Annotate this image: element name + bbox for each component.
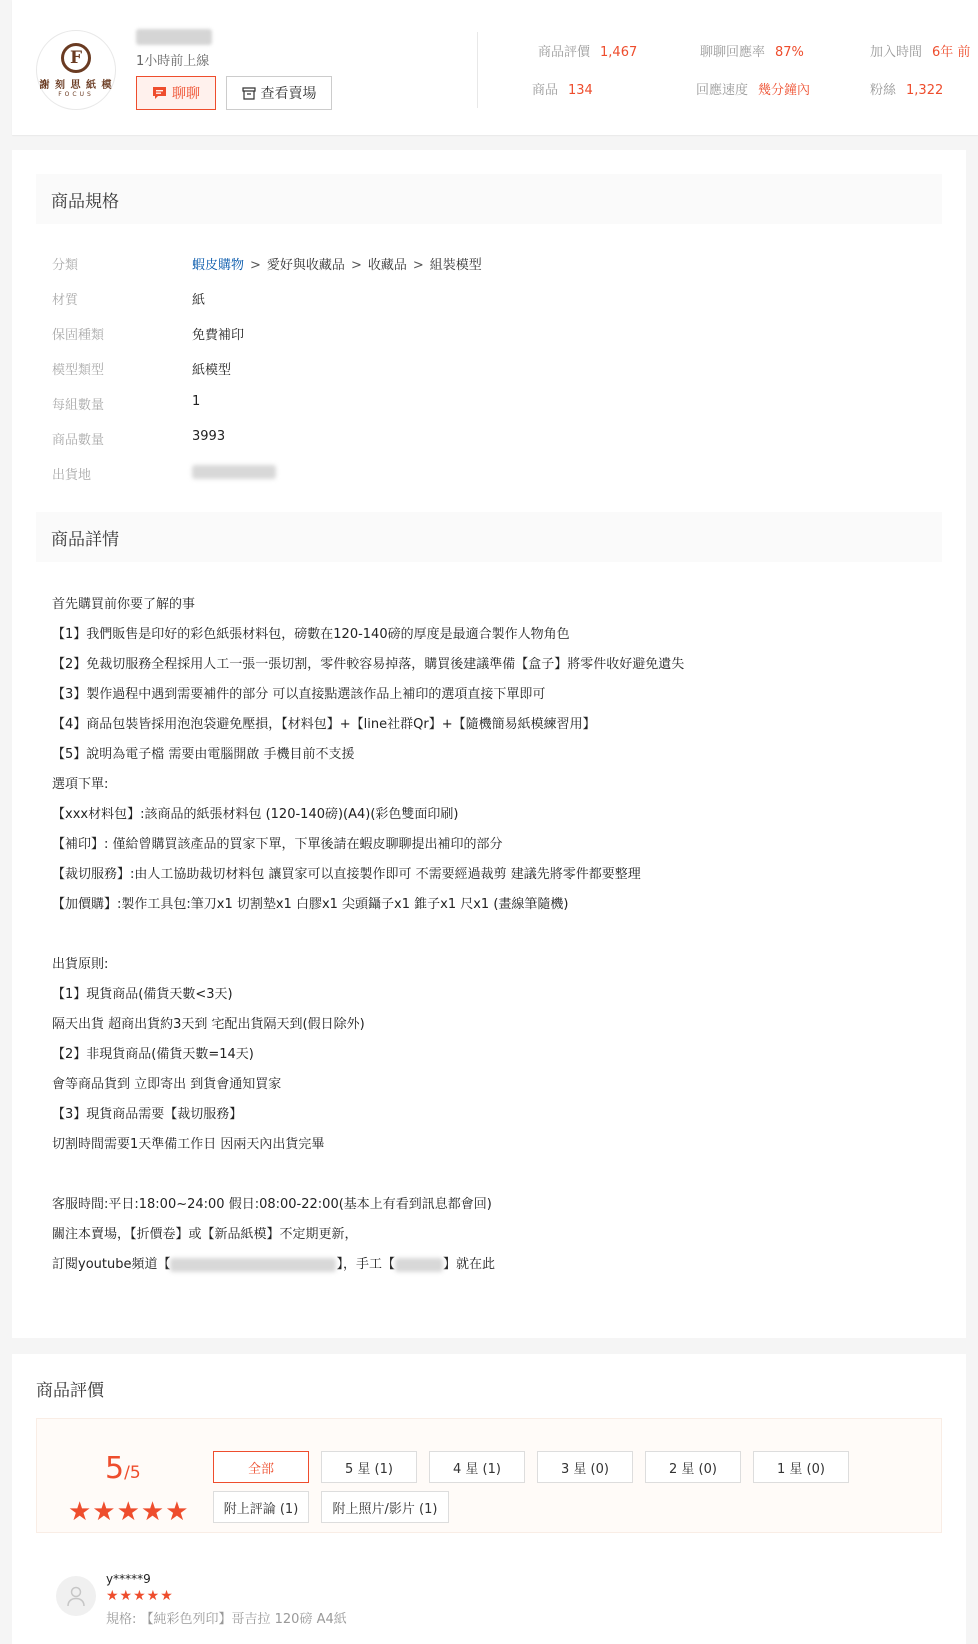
stat-rating[interactable] — [538, 41, 637, 60]
spec-value: 3993 — [192, 429, 226, 444]
breadcrumb-shopee[interactable]: 蝦皮購物 — [192, 258, 245, 273]
filter-5-star[interactable]: 5 星 (1) — [321, 1451, 417, 1483]
rating-score — [105, 1451, 141, 1486]
details-section-title: 商品詳情 — [36, 512, 942, 562]
spec-label: 出貨地 — [52, 468, 92, 483]
reviews-title: 商品評價 — [36, 1381, 104, 1401]
desc-line: 【2】免裁切服務全程採用人工一張一張切割，零件較容易掉落，購買後建議準備【盒子】將零件收好避免遺失 — [52, 657, 685, 672]
filter-4-star[interactable]: 4 星 (1) — [429, 1451, 525, 1483]
user-icon — [65, 1585, 87, 1607]
review-variation: 規格: 【純彩色列印】哥吉拉 120磅 A4紙 — [106, 1612, 347, 1627]
stat-joined-value: 6年 前 — [932, 45, 971, 60]
rating-score-max: /5 — [124, 1463, 141, 1483]
desc-line: 會等商品貨到 立即寄出 到貨會通知買家 — [52, 1077, 282, 1092]
desc-blank-line — [52, 920, 932, 950]
handmade-name-redacted — [395, 1258, 443, 1272]
stat-response-speed-value: 幾分鐘內 — [758, 83, 811, 98]
spec-category-label: 分類 — [52, 258, 79, 273]
origin-redacted — [192, 465, 276, 479]
breadcrumb-separator: > — [350, 258, 362, 273]
product-info-card — [12, 150, 966, 1338]
logo-en-text: FOCUS — [58, 90, 94, 98]
desc-line: 【5】說明為電子檔 需要由電腦開啟 手機目前不支援 — [52, 747, 355, 762]
stat-response-rate-label: 聊聊回應率 — [700, 45, 766, 60]
stat-joined-label: 加入時間 — [870, 45, 923, 60]
subscribe-middle: 】，手工【 — [336, 1257, 395, 1272]
shop-logo-icon — [61, 43, 91, 73]
filter-with-media[interactable]: 附上照片/影片 (1) — [321, 1491, 449, 1523]
spec-value: 紙 — [192, 293, 206, 308]
rating-stars-icon: ★★★★★ — [68, 1497, 190, 1527]
desc-line: 【1】現貨商品(備貨天數<3天) — [52, 987, 233, 1002]
shop-header — [12, 0, 978, 135]
desc-line: 切割時間需要1天準備工作日 因兩天內出貨完畢 — [52, 1137, 325, 1152]
view-shop-button[interactable] — [226, 76, 332, 110]
filter-2-star[interactable]: 2 星 (0) — [645, 1451, 741, 1483]
spec-row-material — [52, 289, 205, 308]
desc-line: 【裁切服務】:由人工協助裁切材料包 讓買家可以直接製作即可 不需要經過裁剪 建議先將零件都要整理 — [52, 867, 641, 882]
logo-letter: F — [69, 47, 83, 68]
divider — [477, 32, 478, 108]
filter-1-star[interactable]: 1 星 (0) — [753, 1451, 849, 1483]
spec-label: 模型類型 — [52, 363, 105, 378]
filter-3-star[interactable]: 3 星 (0) — [537, 1451, 633, 1483]
reviews-section — [12, 1354, 966, 1644]
filter-with-comments[interactable]: 附上評論 (1) — [213, 1491, 309, 1523]
spec-row-set-quantity — [52, 394, 200, 413]
stat-followers-value: 1,322 — [906, 83, 944, 98]
breadcrumb-separator: > — [250, 258, 261, 273]
chat-button-label: 聊聊 — [172, 86, 200, 102]
desc-line: 【4】商品包裝皆採用泡泡袋避免壓損，【材料包】+【line社群Qr】+【隨機簡易紙模練習用】 — [52, 717, 596, 732]
product-description — [52, 590, 932, 1280]
spec-row-category — [52, 254, 482, 273]
stat-response-rate — [700, 41, 804, 60]
stat-response-rate-value: 87% — [775, 45, 804, 60]
reviewer-name: y*****9 — [106, 1572, 151, 1586]
spec-value: 1 — [192, 394, 201, 409]
desc-line: 【加價購】:製作工具包:筆刀x1 切割墊x1 白膠x1 尖頭鑷子x1 錐子x1 尺x1 (畫線筆隨機) — [52, 897, 569, 912]
youtube-channel-redacted — [170, 1258, 336, 1272]
stat-products-value: 134 — [568, 83, 593, 98]
desc-line: 【3】現貨商品需要【裁切服務】 — [52, 1107, 243, 1122]
breadcrumb-collectibles[interactable]: 收藏品 — [367, 258, 407, 273]
online-status: 1小時前上線 — [136, 54, 210, 69]
spec-label: 材質 — [52, 293, 79, 308]
desc-line: 隔天出貨 超商出貨約3天到 宅配出貨隔天到(假日除外) — [52, 1017, 365, 1032]
breadcrumb-separator: > — [412, 258, 424, 273]
breadcrumb — [192, 254, 482, 273]
desc-line-subscribe — [52, 1250, 932, 1280]
stat-products-label: 商品 — [532, 83, 559, 98]
breadcrumb-hobbies[interactable]: 愛好與收藏品 — [266, 258, 345, 273]
view-shop-label: 查看賣場 — [260, 86, 317, 102]
stat-response-speed — [696, 79, 810, 98]
stat-followers — [870, 79, 943, 98]
desc-line: 【2】非現貨商品(備貨天數=14天) — [52, 1047, 254, 1062]
stat-joined — [870, 41, 970, 60]
breadcrumb-model-kits[interactable]: 組裝模型 — [429, 258, 482, 273]
spec-label: 保固種類 — [52, 328, 105, 343]
reviewer-avatar[interactable] — [56, 1576, 96, 1616]
spec-value: 免費補印 — [192, 328, 245, 343]
desc-line: 首先購買前你要了解的事 — [52, 597, 196, 612]
stat-followers-label: 粉絲 — [870, 83, 897, 98]
desc-line: 關注本賣場，【折價卷】或【新品紙模】不定期更新， — [52, 1227, 358, 1242]
desc-line: 【1】我們販售是印好的彩色紙張材料包，磅數在120-140磅的厚度是最適合製作人物角色 — [52, 627, 570, 642]
spec-label: 商品數量 — [52, 433, 105, 448]
spec-row-stock — [52, 429, 225, 448]
shop-icon — [242, 87, 256, 100]
desc-line: 【補印】: 僅給曾購買該產品的買家下單，下單後請在蝦皮聊聊提出補印的部分 — [52, 837, 503, 852]
desc-line: 客服時間:平日:18:00~24:00 假日:08:00-22:00(基本上有看到訊息都會回) — [52, 1197, 492, 1212]
logo-cn-text: 謝 刻 思 紙 模 — [39, 79, 113, 91]
shop-name-redacted — [136, 29, 212, 45]
desc-line: 選項下單: — [52, 777, 109, 792]
spec-section-title: 商品規格 — [36, 174, 942, 224]
review-stars-icon: ★★★★★ — [106, 1588, 174, 1604]
stat-products[interactable] — [532, 79, 593, 98]
desc-line: 【xxx材料包】:該商品的紙張材料包 (120-140磅)(A4)(彩色雙面印刷) — [52, 807, 459, 822]
spec-row-origin — [52, 464, 276, 483]
subscribe-suffix: 】就在此 — [443, 1257, 496, 1272]
filter-all[interactable]: 全部 — [213, 1451, 309, 1483]
rating-overview — [36, 1418, 942, 1533]
chat-button[interactable] — [136, 76, 216, 110]
spec-value: 紙模型 — [192, 363, 232, 378]
stat-rating-value: 1,467 — [600, 45, 638, 60]
rating-score-value: 5 — [105, 1451, 125, 1486]
stat-response-speed-label: 回應速度 — [696, 83, 749, 98]
desc-line: 出貨原則: — [52, 957, 109, 972]
spec-label: 每組數量 — [52, 398, 105, 413]
shop-avatar[interactable] — [36, 30, 116, 110]
spec-row-warranty — [52, 324, 244, 343]
spec-row-model-type — [52, 359, 231, 378]
subscribe-prefix: 訂閱youtube頻道【 — [52, 1257, 171, 1272]
chat-icon — [152, 86, 167, 100]
desc-blank-line — [52, 1160, 932, 1190]
stat-rating-label: 商品評價 — [538, 45, 591, 60]
desc-line: 【3】製作過程中遇到需要補件的部分 可以直接點選該作品上補印的選項直接下單即可 — [52, 687, 546, 702]
